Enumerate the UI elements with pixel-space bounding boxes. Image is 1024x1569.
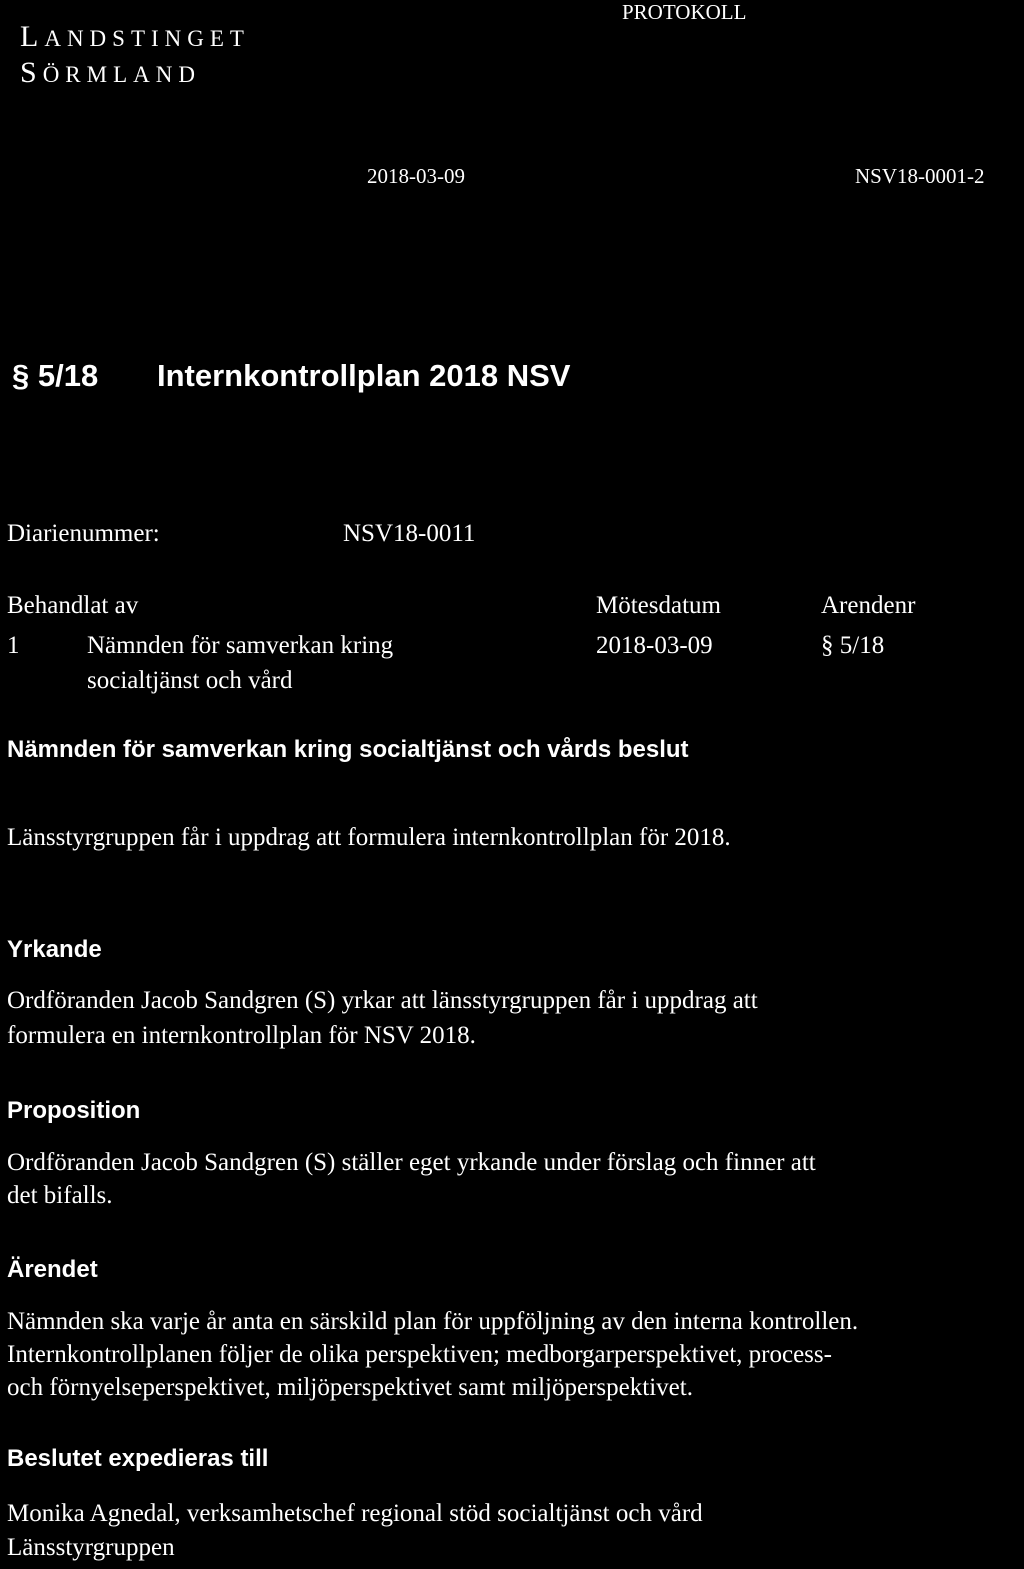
proposition-heading: Proposition <box>7 1097 141 1124</box>
yrkande-line-1: Ordföranden Jacob Sandgren (S) yrkar att länsstyrgruppen får i uppdrag att <box>7 987 758 1014</box>
logo-line-1-initial: L <box>20 20 45 53</box>
logo-line-2-initial: S <box>20 56 43 89</box>
dispatch-line-1: Monika Agnedal, verksamhetschef regional stöd socialtjänst och vård <box>7 1500 703 1527</box>
arendet-line-2: Internkontrollplanen följer de olika perspektiven; medborgarperspektivet, process- <box>7 1341 832 1368</box>
logo-line-1-rest: ANDSTINGET <box>44 26 250 51</box>
logo-line-2 <box>20 58 201 88</box>
proposition-line-2: det bifalls. <box>7 1182 113 1209</box>
meeting-date-header: Mötesdatum <box>596 592 721 619</box>
table-row-body-line-2: socialtjänst och vård <box>87 667 293 694</box>
arendet-line-3: och förnyelseperspektivet, miljöperspektivet samt miljöperspektivet. <box>7 1374 693 1401</box>
section-number: § 5/18 <box>12 358 99 393</box>
yrkande-heading: Yrkande <box>7 936 102 963</box>
decision-heading: Nämnden för samverkan kring socialtjänst och vårds beslut <box>7 736 689 763</box>
arendet-line-1: Nämnden ska varje år anta en särskild plan för uppföljning av den interna kontrollen. <box>7 1308 859 1335</box>
case-number-header: Arendenr <box>821 592 916 619</box>
handled-by-header: Behandlat av <box>7 592 139 619</box>
dispatch-line-2: Länsstyrgruppen <box>7 1534 175 1561</box>
dispatch-heading: Beslutet expedieras till <box>7 1445 269 1472</box>
decision-text: Länsstyrgruppen får i uppdrag att formulera internkontrollplan för 2018. <box>7 824 731 851</box>
document-date: 2018-03-09 <box>367 164 465 188</box>
logo-line-1 <box>20 22 250 52</box>
yrkande-line-2: formulera en internkontrollplan för NSV 2018. <box>7 1022 476 1049</box>
diarienummer-value: NSV18-0011 <box>343 520 476 547</box>
section-title: Internkontrollplan 2018 NSV <box>157 358 571 393</box>
table-row-index: 1 <box>7 632 20 659</box>
table-row-body-line-1: Nämnden för samverkan kring <box>87 632 394 659</box>
document-reference: NSV18-0001-2 <box>855 164 985 188</box>
diarienummer-label: Diarienummer: <box>7 520 160 547</box>
logo-line-2-rest: ÖRMLAND <box>42 62 201 87</box>
table-row-meeting-date: 2018-03-09 <box>596 632 713 659</box>
document-type: PROTOKOLL <box>622 0 747 24</box>
table-row-case-number: § 5/18 <box>821 632 885 659</box>
proposition-line-1: Ordföranden Jacob Sandgren (S) ställer eget yrkande under förslag och finner att <box>7 1149 816 1176</box>
arendet-heading: Ärendet <box>7 1256 98 1283</box>
